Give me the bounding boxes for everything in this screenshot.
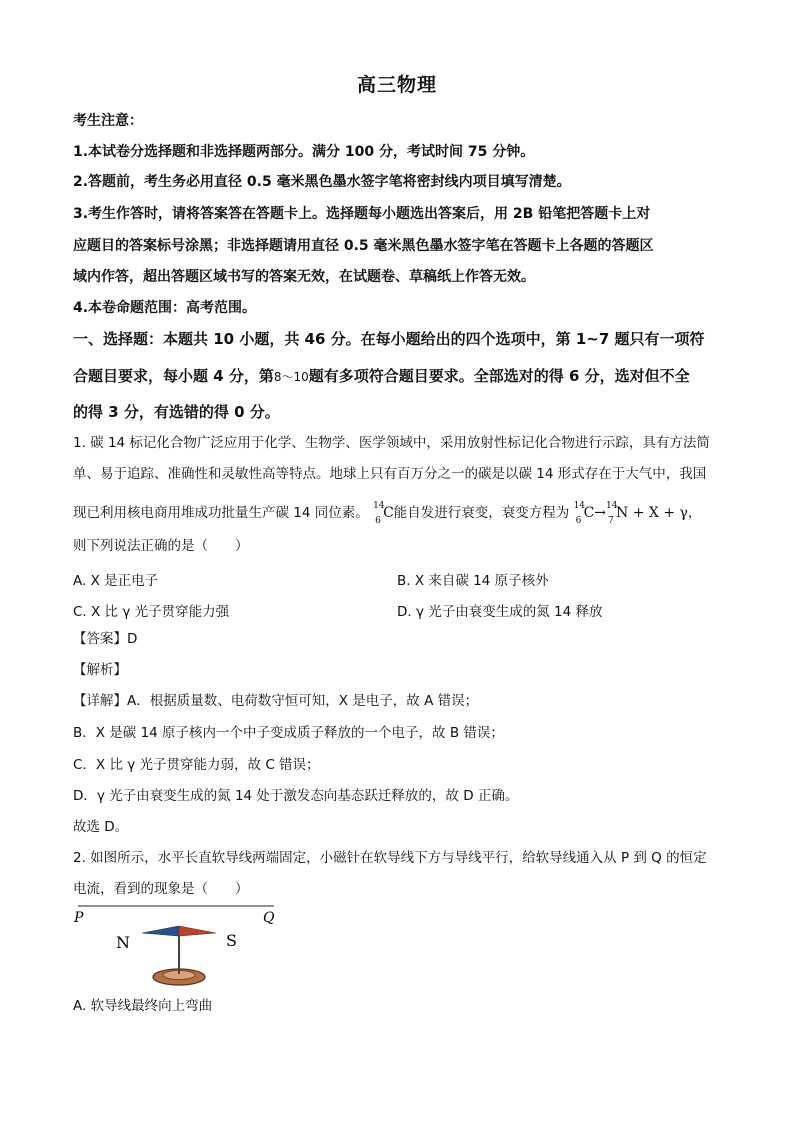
q2-option-a: A. 软导线最终向上弯曲 (73, 998, 213, 1014)
mass-number: 14 (573, 501, 586, 511)
equation-tail: + X + γ (632, 505, 688, 521)
q1-stem-line2: 单、易于追踪、准确性和灵敏性高等特点。地球上只有百万分之一的碳是以碳 14 形式存在于大气中，我国 (73, 466, 707, 482)
atomic-number: 7 (608, 516, 614, 526)
label-p: P (74, 910, 84, 926)
label-n: N (116, 933, 130, 952)
arrow: → (594, 505, 607, 521)
q1-conclusion: 故选 D。 (73, 819, 129, 835)
element-symbol: N (616, 505, 629, 521)
atomic-number: 6 (575, 516, 582, 526)
section1-line2-b: 题有多项符合题目要求。全部选对的得 6 分，选对但不全 (308, 367, 690, 385)
notice-item-3: 3.考生作答时，请将答案答在答题卡上。选择题每小题选出答案后，用 2B 铅笔把答题卡上对 (73, 206, 651, 222)
q1-stem-line3-a: 现已利用核电商用堆成功批量生产碳 14 同位素。 (73, 505, 369, 521)
q1-detail-a: 【详解】A．根据质量数、电荷数守恒可知，X 是电子，故 A 错误； (73, 693, 479, 709)
section1-line2-a: 合题目要求，每小题 4 分，第 (73, 367, 274, 385)
label-q: Q (263, 910, 275, 926)
notice-item-1: 1.本试卷分选择题和非选择题两部分。满分 100 分，考试时间 75 分钟。 (73, 144, 535, 160)
element-symbol: C (583, 505, 595, 521)
notice-item-4: 4.本卷命题范围：高考范围。 (73, 300, 257, 316)
q1-detail-b: B．X 是碳 14 原子核内一个中子变成质子释放的一个电子，故 B 错误； (73, 725, 504, 741)
section1-line1: 一、选择题：本题共 10 小题，共 46 分。在每小题给出的四个选项中，第 1~7 题只有一项符 (73, 330, 705, 348)
q1-stem-line3-b: 能自发进行衰变，衰变方程为 (393, 505, 570, 521)
label-s: S (226, 931, 237, 950)
q2-stem-line1: 2. 如图所示，水平长直软导线两端固定，小磁针在软导线下方与导线平行，给软导线通入从 P 到 Q 的恒定 (73, 850, 707, 866)
needle-north (142, 926, 179, 936)
mass-number: 14 (606, 501, 618, 511)
nuclide-carbon14 (373, 501, 394, 526)
q1-detail-c: C．X 比 γ 光子贯穿能力弱，故 C 错误； (73, 757, 320, 773)
q1-option-d: D. γ 光子由衰变生成的氮 14 释放 (397, 604, 603, 620)
notice-item-2: 2.答题前，考生务必用直径 0.5 毫米黑色墨水签字笔将密封线内项目填写清楚。 (73, 174, 571, 190)
mass-number: 14 (373, 501, 385, 511)
q1-analysis-heading: 【解析】 (73, 662, 127, 678)
element-symbol: C (383, 505, 394, 521)
q1-option-b: B. X 来自碳 14 原子核外 (397, 573, 549, 589)
q1-stem-line3 (73, 501, 733, 526)
q2-stem-line2: 电流，看到的现象是（ ） (73, 881, 249, 897)
notice-item-3-cont: 应题目的答案标号涂黑；非选择题请用直径 0.5 毫米黑色墨水签字笔在答题卡上各题的答题区 (73, 238, 654, 254)
section1-line3: 的得 3 分，有选错的得 0 分。 (73, 403, 280, 421)
section1-line2 (73, 367, 733, 386)
q1-option-c: C. X 比 γ 光子贯穿能力强 (73, 604, 230, 620)
q1-stem-line1: 1. 碳 14 标记化合物广泛应用于化学、生物学、医学领域中，采用放射性标记化合物进行示踪，具有方法简 (73, 435, 710, 451)
question-range: 8～10 (273, 370, 309, 384)
atomic-number: 6 (375, 516, 381, 526)
decay-equation (573, 501, 688, 526)
q1-option-a: A. X 是正电子 (73, 573, 159, 589)
q1-detail-d: D．γ 光子由衰变生成的氮 14 处于激发态向基态跃迁释放的，故 D 正确。 (73, 788, 519, 804)
needle-south (179, 926, 216, 936)
notice-heading: 考生注意： (73, 113, 143, 129)
q1-stem-line4: 则下列说法正确的是（ ） (73, 538, 249, 554)
page-title: 高三物理 (356, 74, 437, 96)
notice-item-3-cont2: 域内作答，超出答题区域书写的答案无效，在试题卷、草稿纸上作答无效。 (73, 269, 535, 285)
q1-answer: 【答案】D (73, 631, 138, 647)
wire-compass-figure (70, 900, 290, 995)
q1-stem-line3-c: ， (687, 505, 702, 521)
